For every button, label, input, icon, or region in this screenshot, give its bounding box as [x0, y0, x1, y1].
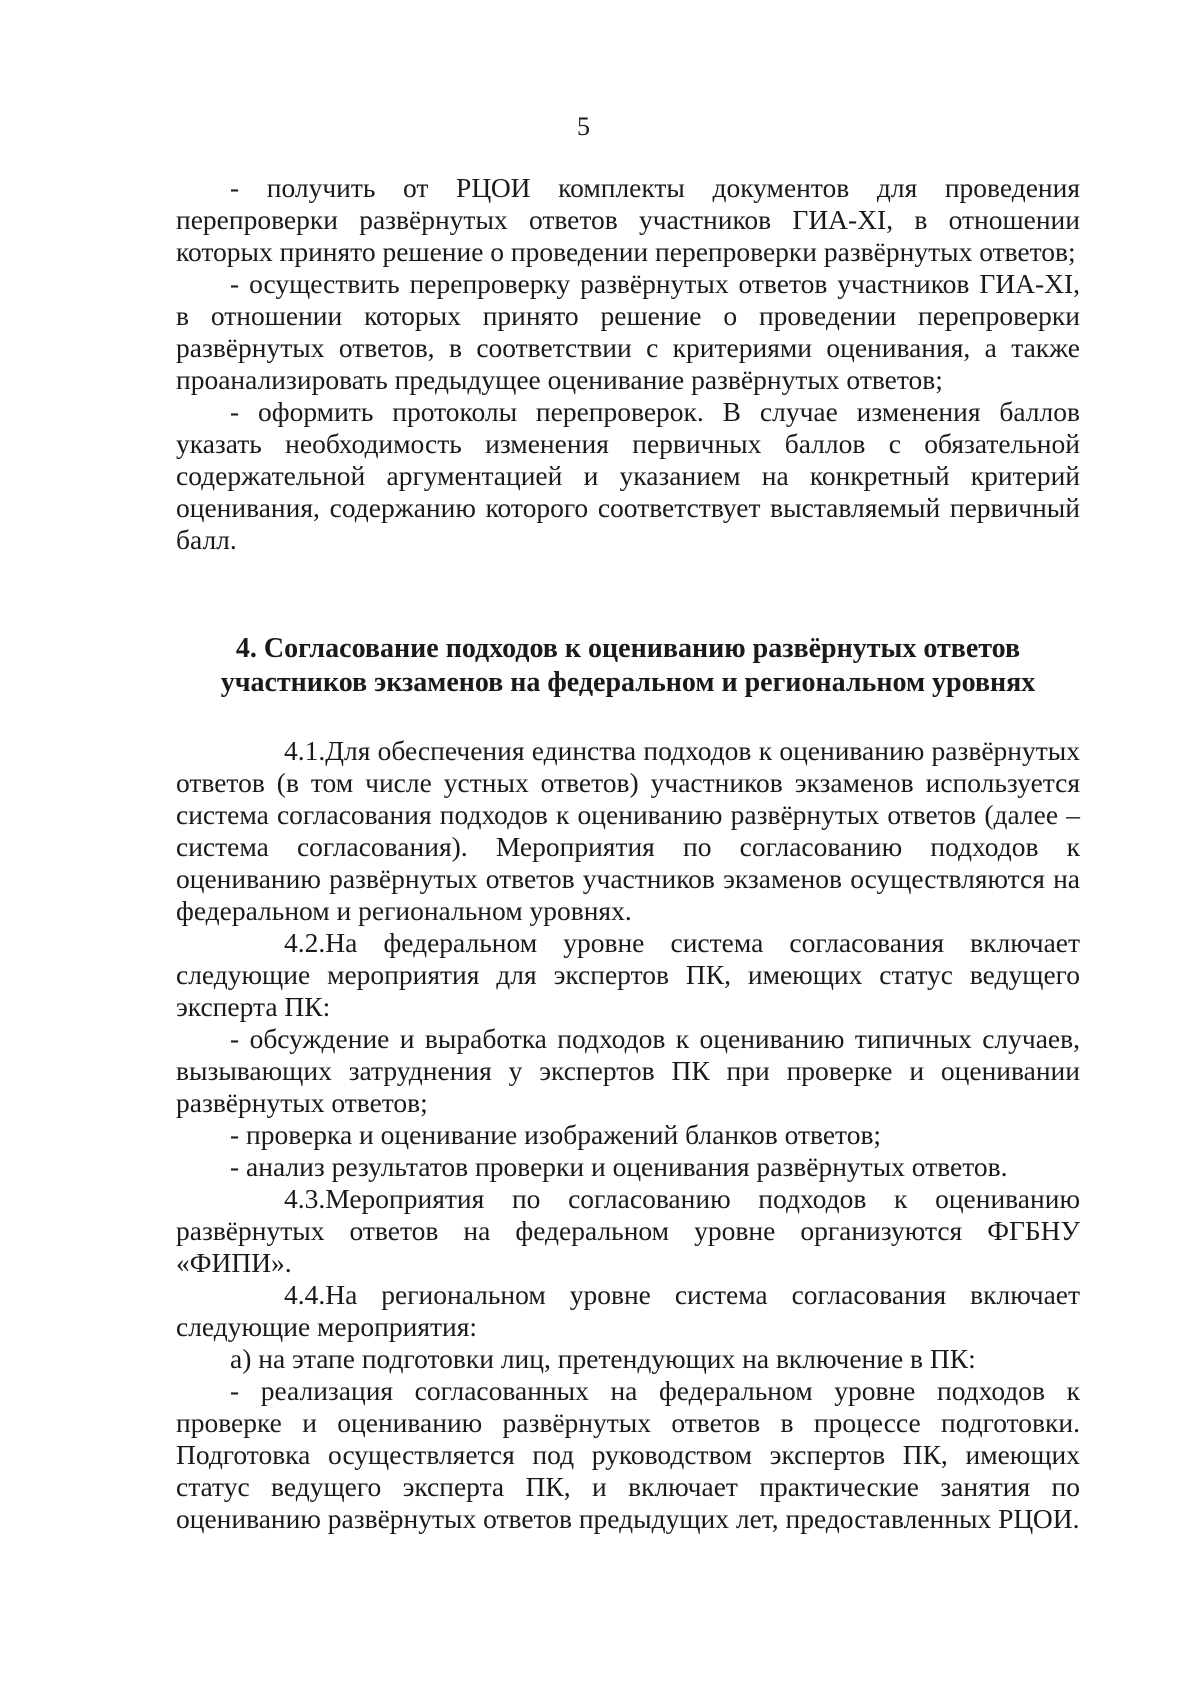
section-heading-line-2: участников экзаменов на федеральном и региональном уровнях — [220, 667, 1036, 698]
clause-number: 4.2. — [284, 927, 326, 958]
page-number: 5 — [577, 112, 590, 141]
clause-text: На федеральном уровне система согласования включает следующие мероприятия для экспертов ПК, имеющих статус ведущего эксперта ПК: — [176, 927, 1080, 1022]
top-list — [176, 172, 1080, 556]
clause-text: Для обеспечения единства подходов к оцениванию развёрнутых ответов (в том числе устных ответов) участников экзаменов используется система согласования подходов к оцениванию развёрнутых ответов (далее – система согласования). Мероприятия по согласованию подходов к оцениванию развёрнутых ответов участников экзаменов осуществляются на федеральном и региональном уровнях. — [176, 735, 1080, 926]
clause-4-1 — [176, 735, 1080, 927]
list-item: - проверка и оценивание изображений бланков ответов; — [230, 1119, 882, 1150]
list-item: - обсуждение и выработка подходов к оцениванию типичных случаев, вызывающих затруднения у экспертов ПК при проверке и оценивании развёрнутых ответов; — [176, 1023, 1080, 1118]
clause-number: 4.1. — [284, 735, 326, 766]
list-item: - оформить протоколы перепроверок. В случае изменения баллов указать необходимость изменения первичных баллов с обязательной содержательной аргументацией и указанием на конкретный критерий оценивания, содержанию которого соответствует выставляемый первичный балл. — [176, 396, 1080, 555]
section-heading-line-1: 4. Согласование подходов к оцениванию развёрнутых ответов — [235, 633, 1021, 664]
list-item: - получить от РЦОИ комплекты документов для проведения перепроверки развёрнутых ответов участников ГИА-XI, в отношении которых принято решение о проведении перепроверки развёрнутых ответов; — [176, 172, 1080, 267]
section-heading — [176, 632, 1080, 700]
clause-text: На региональном уровне система согласования включает следующие мероприятия: — [176, 1279, 1080, 1342]
clause-4-4 — [176, 1279, 1080, 1343]
list-item: - осуществить перепроверку развёрнутых ответов участников ГИА-XI, в отношении которых принято решение о проведении перепроверки развёрнутых ответов, в соответствии с критериями оценивания, а также проанализировать предыдущее оценивание развёрнутых ответов; — [176, 268, 1080, 395]
clause-text: Мероприятия по согласованию подходов к оцениванию развёрнутых ответов на федеральном уровне организуются ФГБНУ «ФИПИ». — [176, 1183, 1080, 1278]
list-item: - реализация согласованных на федеральном уровне подходов к проверке и оцениванию развёрнутых ответов в процессе подготовки. Подготовка осуществляется под руководством экспертов ПК, имеющих статус ведущего эксперта ПК, и включает практические занятия по оцениванию развёрнутых ответов предыдущих лет, предоставленных РЦОИ. — [176, 1375, 1080, 1534]
list-item: - анализ результатов проверки и оценивания развёрнутых ответов. — [230, 1151, 1008, 1182]
clause-number: 4.3. — [284, 1183, 326, 1214]
sub-clause-a: а) на этапе подготовки лиц, претендующих на включение в ПК: — [230, 1343, 976, 1374]
clause-4-3 — [176, 1183, 1080, 1279]
section-body — [176, 735, 1080, 1535]
clause-number: 4.4. — [284, 1279, 326, 1310]
clause-4-2 — [176, 927, 1080, 1023]
